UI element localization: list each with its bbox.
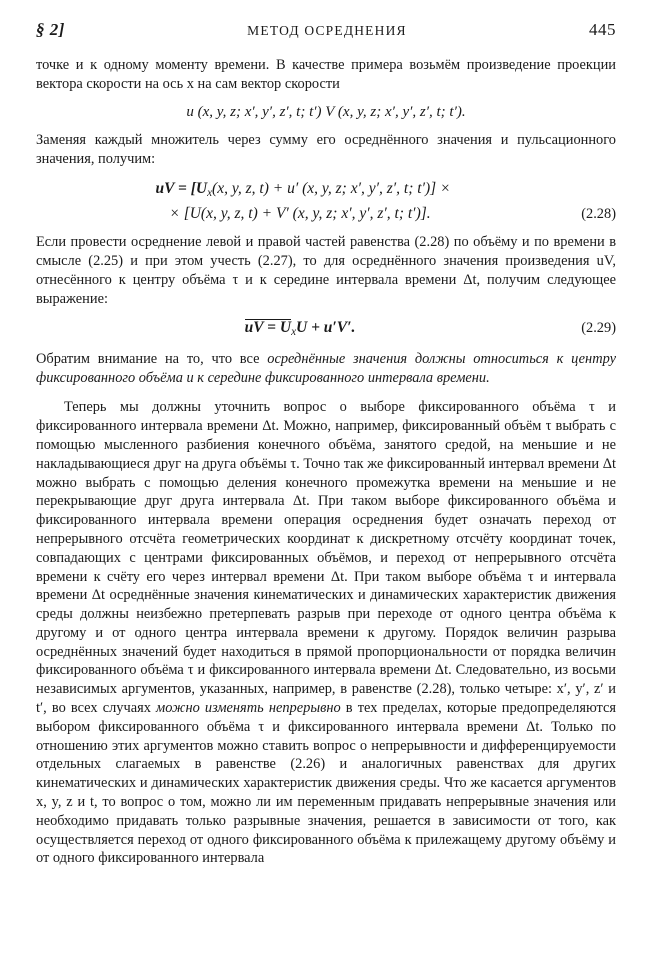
paragraph-5-part-2: в тех пределах, которые предопределяются выбором фиксированного объёма τ и фиксированного интервала времени Δt. Только по отношению этих аргументов можно ставить вопрос о непрерывности и дифференцируемости отдельных слагаемых в равенстве (2.26) и аналогичных равенствах для других кинематических и динамических характеристик движения среды. Что же касается аргументов x, y, z и t, то вопрос о том, можно ли им переменным придавать непрерывные значения или необходимо придавать только разрывные значения, решается в зависимости от того, как осуществляется переход от одного фиксированного объёма к прилежащему другому объёму и от одного фиксированного интервала [36, 700, 616, 867]
section-marker: § 2] [36, 20, 65, 39]
running-title: МЕТОД ОСРЕДНЕНИЯ [247, 23, 407, 38]
equation-2-rhs: (x, y, z, t) + u′ (x, y, z; x′, y′, z′, t; t′)] × [212, 179, 451, 197]
equation-2-number: (2.28) [581, 206, 616, 223]
equation-2-line-2 [36, 204, 616, 225]
paragraph-1: точке и к одному моменту времени. В качестве примера возьмём произведение проекции вектора скорости на ось x на сам вектор скорости [36, 57, 616, 93]
paragraph-2: Заменяя каждый множитель через сумму его осреднённого значения и пульсационного значения, получим: [36, 132, 616, 168]
paragraph-4-emphasis: осреднённые значения должны относиться к центру фиксированного объёма и к середине фиксированного интервала времени. [36, 351, 616, 387]
equation-3-number: (2.29) [581, 320, 616, 337]
equation-3-body [36, 318, 564, 340]
equation-3-subscript: x [291, 326, 297, 339]
paragraph-5-emphasis: можно изменять непрерывно [156, 700, 341, 717]
paragraph-5 [36, 398, 616, 868]
equation-2-line-1-body [36, 179, 564, 201]
paragraph-3: Если провести осреднение левой и правой частей равенства (2.28) по объёму и по времени в смысле (2.25) и при этом учесть (2.27), то для осреднённого значения произведения uV, отнесённого к центру объёма τ и к середине интервала времени Δt, получим следующее выражение: [36, 233, 616, 308]
equation-2-lhs: uV = [U [155, 179, 208, 197]
paragraph-5-part-1: Теперь мы должны уточнить вопрос о выборе фиксированного объёма τ и фиксированного интервала времени Δt. Можно, например, фиксированный объём τ выбрать с помощью мысленного разбиения конечного объёма, занятого средой, на меньшие и не накладывающиеся друг на друга объёмы τ. Точно так же фиксированный интервал времени Δt можно выбрать с помощью деления конечного промежутка времени на меньшие и не перекрывающие друг друга интервала Δt. При таком выборе фиксированного объёма и фиксированного интервала времени операция осреднения будет означать переход от непрерывного отсчёта геометрических координат к дискретному отсчёту координат точек, совпадающих с центрами фиксированных объёмов, и переход от непрерывного отсчёта времени к счёту его через интервал времени Δt. При таком выборе объёма τ и интервала времени Δt осреднённые значения кинематических и динамических характеристик движения среды должны неизбежно претерпевать разрыв при переходе от одного центра объёма к другому и от одного центра интервала времени к другому. Порядок величин разрыва осреднённых значений будет находиться в прямой пропорциональности от порядка величин фиксированного объёма τ и фиксированного интервала времени Δt. Следовательно, из восьми независимых аргументов, указанных, например, в равенстве (2.28), только четыре: x′, y′, z′ и t′, во всех случаях [36, 399, 616, 717]
page-header [36, 20, 616, 44]
equation-1: u (x, y, z; x′, y′, z′, t; t′) V (x, y, z; x′, y′, z′, t; t′). [186, 104, 466, 121]
paragraph-4 [36, 350, 616, 388]
equation-3 [36, 318, 616, 340]
equation-2-line-2-body: × [U(x, y, z, t) + V′ (x, y, z; x′, y′, z′, t; t′)]. [169, 205, 431, 223]
equation-2-line-1 [36, 179, 616, 201]
equation-3-rhs: U + u′V′. [296, 319, 356, 337]
equation-2-subscript: x [207, 186, 213, 199]
page-content [36, 56, 616, 868]
paragraph-4-plain: Обратим внимание на то, что все [36, 351, 268, 368]
page-number: 445 [589, 20, 616, 39]
equation-3-lhs: uV = U [244, 319, 292, 337]
